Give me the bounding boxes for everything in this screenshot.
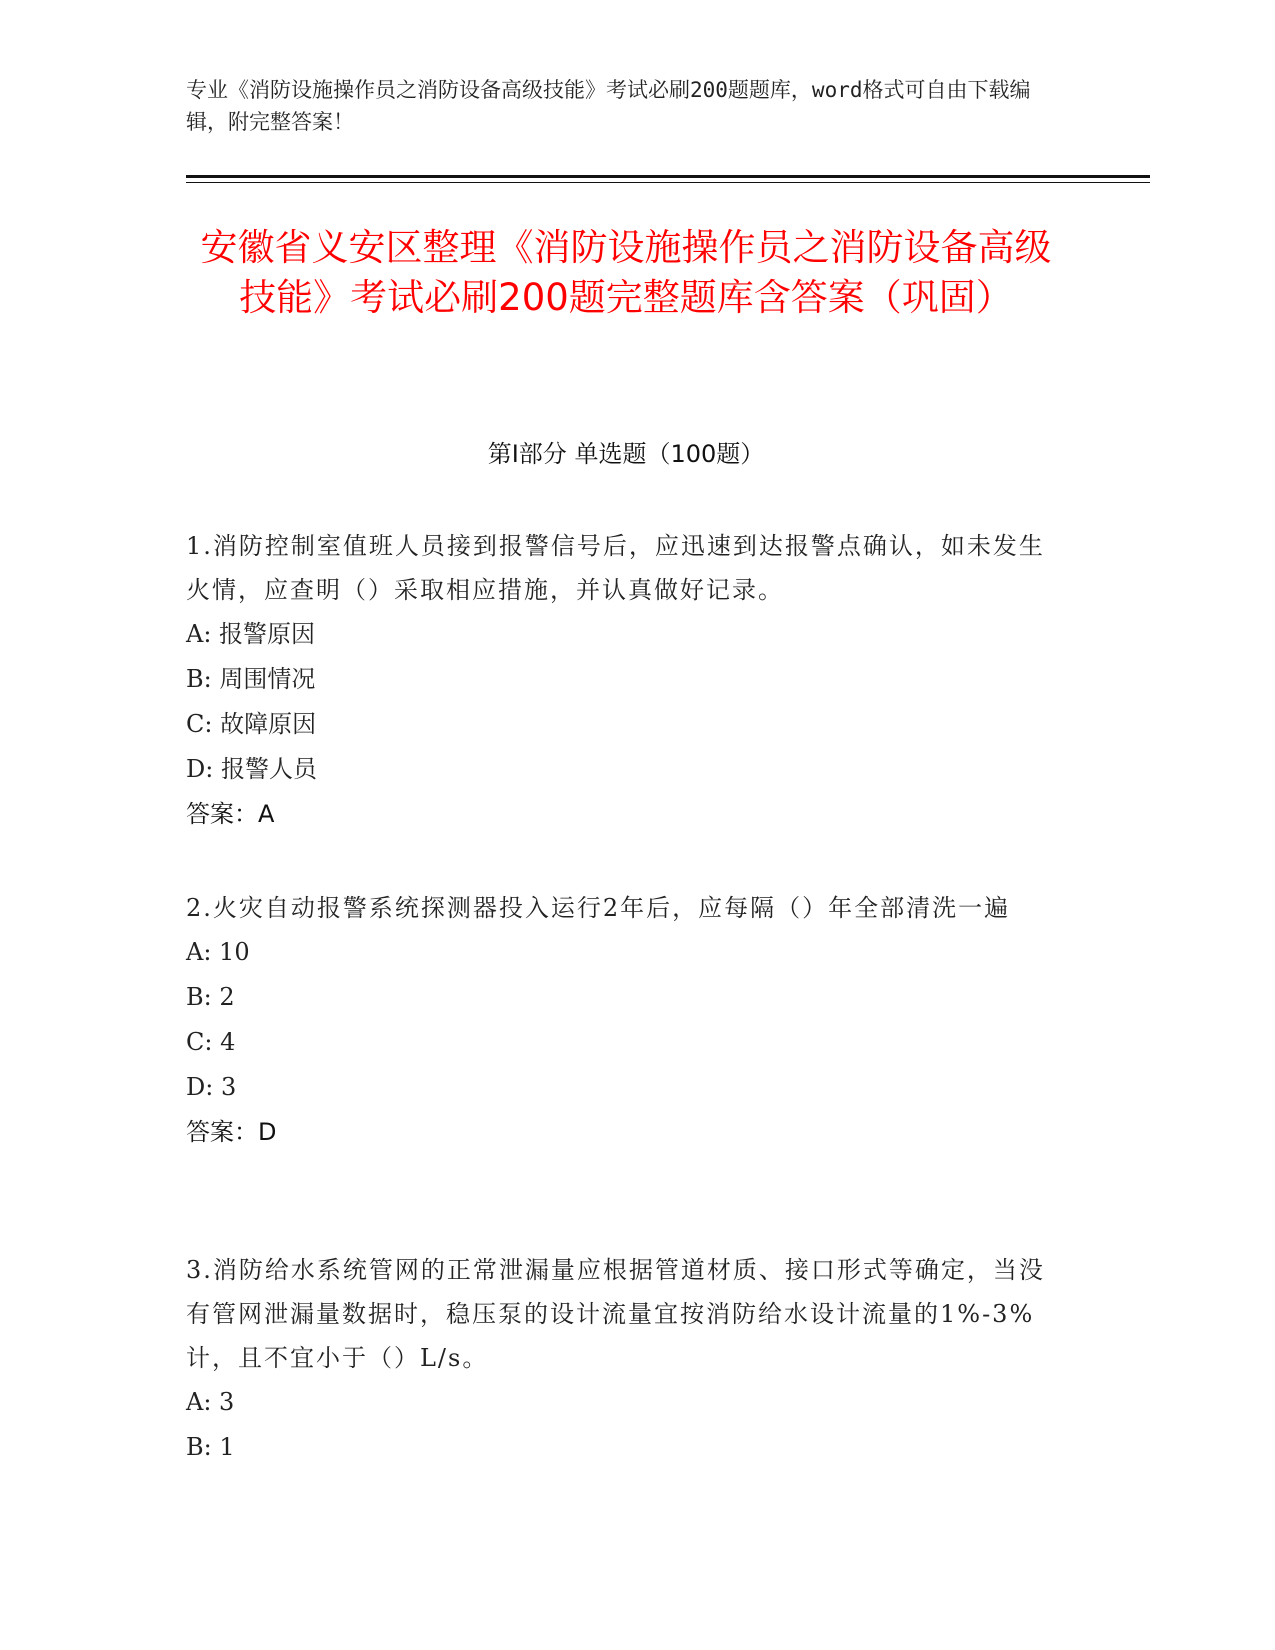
question-stem: 3.消防给水系统管网的正常泄漏量应根据管道材质、接口形式等确定，当没有管网泄漏量数据时，稳压泵的设计流量宜按消防给水设计流量的1%-3%计，且不宜小于（）L/s。 [186, 1256, 1045, 1372]
question-2 [186, 886, 1066, 1155]
option-d: D: 报警人员 [186, 755, 317, 783]
question-stem: 1.消防控制室值班人员接到报警信号后，应迅速到达报警点确认，如未发生火情，应查明（）采取相应措施，并认真做好记录。 [186, 532, 1045, 604]
question-3 [186, 1248, 1066, 1470]
option-b: B: 2 [186, 983, 235, 1011]
option-d: D: 3 [186, 1073, 237, 1101]
option-c: C: 4 [186, 1028, 236, 1056]
option-b: B: 周围情况 [186, 665, 316, 693]
option-b: B: 1 [186, 1433, 235, 1461]
option-c: C: 故障原因 [186, 710, 317, 738]
header-note: 专业《消防设施操作员之消防设备高级技能》考试必刷200题题库，word格式可自由下载编辑，附完整答案！ [186, 78, 1031, 134]
section-title: 第Ⅰ部分 单选题（100题） [487, 440, 765, 468]
answer: 答案：D [186, 1118, 277, 1146]
question-stem: 2.火灾自动报警系统探测器投入运行2年后，应每隔（）年全部清洗一遍 [186, 894, 1011, 922]
option-a: A: 10 [186, 938, 250, 966]
option-a: A: 3 [186, 1388, 235, 1416]
answer: 答案：A [186, 800, 275, 828]
document-title: 安徽省义安区整理《消防设施操作员之消防设备高级技能》考试必刷200题完整题库含答案（巩固） [200, 226, 1052, 319]
header-divider-thin [186, 182, 1150, 183]
header-divider-thick [186, 175, 1150, 178]
option-a: A: 报警原因 [186, 620, 316, 648]
question-1 [186, 524, 1066, 837]
